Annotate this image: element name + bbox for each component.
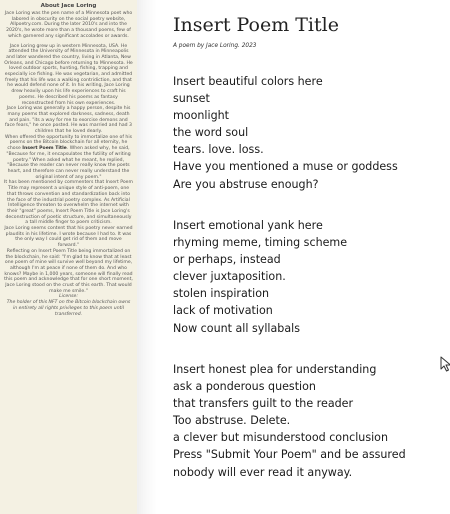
poem-line: or perhaps, instead [173,253,281,267]
stanza-2 [173,217,347,337]
poem-line: stolen inspiration [173,287,270,301]
poem-byline: A poem by Jace Loring. 2023 [173,43,257,49]
poem-line: Insert beautiful colors here [173,75,323,88]
poem-line: a clever but misunderstood conclusion [173,431,389,445]
poem-line: the word soul [173,126,249,140]
license-text: The holder of this NFT on the Bitcoin blockchain owns in entirety all rights privileges to this poem until transferred. [6,300,131,317]
poem-line: sunset [173,92,210,106]
bio-paragraph-6: Jace Loring seems content that his poetry never earned plaudits in his lifetime. I wrote because I had to. It was the only way I could get rid of them and move forward." [4,226,133,249]
bio-paragraph-3: Jace Loring was generally a happy person, despite his many poems that explored darkness, sadness, death and pain. "its a way for me to exorcise demons and face fears," he once posted. He was married and had 3 children that he loved dearly. [5,106,132,135]
poem-line: that transfers guilt to the reader [173,397,354,411]
stanza-3 [173,361,406,481]
sidebar-heading: About Jace Loring [40,3,97,9]
bio-paragraph-1: Jace Loring was the pen name of a Minnesota poet who labored in obscurity on the social poetry website, Allpoetry.com. During the later 2010's and into the 2020's, he wrote more than a thousand poems, few of which garnered any significant accolades or awards. [4,11,133,39]
poem-line: ask a ponderous question [173,380,316,394]
poem-line: Insert emotional yank here [173,219,323,232]
poem-title: Insert Poem Title [173,14,339,36]
bio-paragraph-7: Reflecting on Insert Poem Title being immortalized on the blockchain, he said: "I'm glad to know that at least one poem of mine will survive well beyond my lifetime, although I'm at peace if none of them do. And who knows? Maybe in 1,000 years, someone will finally read this poem and acknowledge that for one short moment, Jace Loring stood on the crust of this earth. That would make me smile." [4,248,133,294]
license-label: License: [59,294,78,300]
poem-line: Have you mentioned a muse or goddess [173,160,398,174]
stanza-1 [173,73,398,193]
poem-panel [137,0,450,514]
bio-paragraph-5: It has been mentioned by commenters that Insert Poem Title may represent a unique style of anti-poem, one that throws convention and standardization back into the face of the industrial poetry complex. As Artificial Intelligence threaten to overwhelm the internet with their "great" poems, Insert Poem Title is Jace Loring's deconstruction of poetic structure, and simultaneously a tall middle finger to poem criticism. [4,180,133,226]
poem-line: nobody will ever read it anyway. [173,465,353,479]
bio-paragraph-4-start: When offered the opportunity to immortalize one of his poems on the Bitcoin blockchain for all eternity, he chose [4,134,132,152]
poem-title-mention: Insert Poem Title [22,146,67,152]
poem-line: Too abstruse. Delete. [173,414,291,428]
mouse-pointer-icon [440,356,450,372]
poem-line: Insert honest plea for understanding [173,363,377,376]
poem-line: Are you abstruse enough? [173,177,319,191]
bio-paragraph-4-end: . When asked why, he said, "Because for me, it encapsulates the futility of writing poetry." When asked what he meant, he replied, "Because the reader can never really know the poets heart, and therefore can never really understand the original intent of any poem." [6,146,131,180]
poem-line: clever juxtaposition. [173,270,286,284]
bio-paragraph-4 [4,135,133,181]
poem-line: moonlight [173,109,229,123]
poem-line: tears. love. loss. [173,143,264,157]
poem-line: rhyming meme, timing scheme [173,236,348,250]
author-sidebar [0,0,137,514]
poem-line: Press "Submit Your Poem" and be assured [173,448,406,462]
poem-line: Now count all syllabals [173,321,301,335]
poem-line: lack of motivation [173,304,273,318]
bio-paragraph-2: Jace Loring grew up in western Minnesota, USA. He attended the University of Minnesota in Minneapolis and later wandered the country, living in Atlanta, New Orleans, and Chicago before returning to Minnesota. He loved outdoor sports, hunting, fishing, trapping and especially ice fishing. He was vegetarian, and admitted freely that his life was a walking contridiction, and that he would defend none of it. In his writing, Jace Loring drew heavily upon his life experiences to craft his poems. He described his poems as fantasy reconstructed from his own experiences. [4,43,133,106]
